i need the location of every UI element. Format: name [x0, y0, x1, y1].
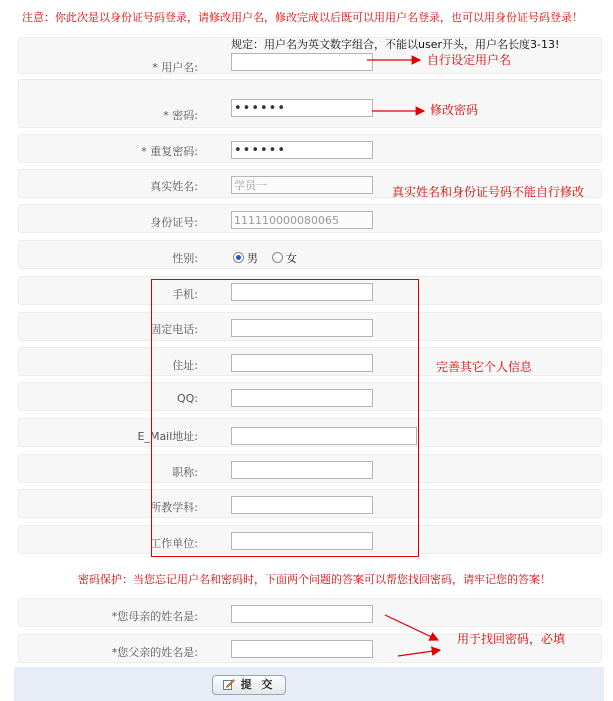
password-label: * 密码: — [163, 109, 198, 122]
annotation-realname-id: 真实姓名和身份证号码不能自行修改 — [392, 185, 585, 199]
confirm-password-label: * 重复密码: — [141, 145, 198, 158]
password-protection-notice: 密码保护：当您忘记用户名和密码时，下面两个问题的答案可以帮您找回密码，请牢记您的答案！ — [78, 573, 551, 586]
workplace-label: 工作单位: — [150, 537, 198, 550]
username-label: * 用户名: — [152, 61, 198, 74]
gender-male-option[interactable]: 男 — [233, 252, 258, 265]
notice-text: 注意：你此次是以身份证号码登录，请修改用户名，修改完成以后既可以用用户名登录，也可以用身份证号码登录！ — [22, 11, 583, 24]
id-number-label: 身份证号: — [150, 216, 198, 229]
gender-female-option[interactable]: 女 — [272, 252, 297, 265]
username-rule: 规定：用户名为英文数字组合，不能以user开头，用户名长度3-13! — [231, 38, 560, 51]
phone-label: 固定电话: — [150, 323, 198, 336]
address-label: 住址: — [172, 359, 198, 372]
gender-label: 性别: — [172, 252, 198, 265]
annotation-personal: 完善其它个人信息 — [436, 360, 533, 374]
mobile-label: 手机: — [172, 288, 198, 301]
mother-name-label: *您母亲的姓名是: — [111, 610, 198, 623]
annotation-password: 修改密码 — [430, 103, 479, 117]
email-label: E_Mail地址: — [137, 430, 198, 443]
qq-label: QQ: — [176, 392, 198, 405]
real-name-label: 真实姓名: — [150, 180, 198, 193]
title-label: 职称: — [172, 466, 198, 479]
submit-label: 提 交 — [240, 678, 276, 691]
annotation-username: 自行设定用户名 — [427, 53, 512, 67]
arrow-recovery-1 — [385, 615, 438, 640]
father-name-label: *您父亲的姓名是: — [111, 646, 198, 659]
annotation-recovery: 用于找回密码，必填 — [457, 632, 566, 646]
subject-label: 所教学科: — [150, 501, 198, 514]
arrow-recovery-2 — [398, 650, 440, 656]
